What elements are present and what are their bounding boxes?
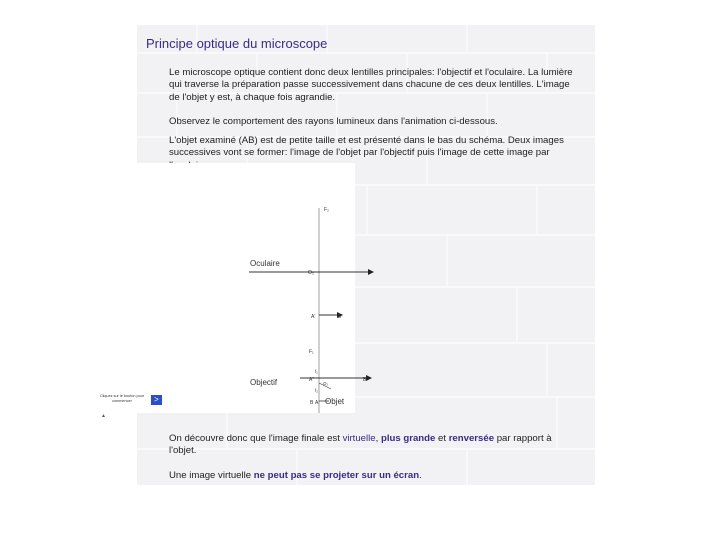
label-objet: Objet — [325, 397, 345, 406]
play-animation-button[interactable]: > — [151, 395, 162, 405]
conclusion-sep-1: , — [375, 433, 381, 444]
label-a-object: A — [315, 400, 319, 406]
optics-diagram — [95, 163, 369, 413]
label-b-object: B — [310, 400, 314, 406]
label-f2-top: F₂ — [324, 207, 329, 213]
term-plus-grande: plus grande — [380, 433, 436, 444]
term-renversee: renversée — [448, 433, 495, 444]
label-a-double: A" — [309, 377, 315, 383]
term-ne-peut-pas: ne peut pas se projeter sur un écran — [253, 470, 420, 481]
observe-paragraph: Observez le comportement des rayons lumineux dans l'animation ci-dessous. — [169, 116, 498, 127]
label-f1-lower: f₁ — [315, 369, 318, 374]
optics-svg — [95, 163, 369, 413]
label-f2-lower: f₂ — [315, 388, 318, 393]
final-paragraph — [169, 470, 579, 482]
conclusion-text-2: par rapport à l'objet. — [169, 433, 552, 457]
page-title: Principe optique du microscope — [146, 36, 328, 51]
conclusion-text-1: On découvre donc que l'image finale est — [169, 433, 343, 444]
conclusion-paragraph — [169, 433, 579, 458]
label-a-prime: A' — [311, 314, 316, 320]
label-o2: O₂ — [308, 270, 314, 276]
intro-paragraph: Le microscope optique contient donc deux lentilles principales: l'objectif et l'oculaire. La lumière qui traverse la préparation passe successivement dans chacune de ces deux lentilles. L'image de l'objet y est, à chaque fois agrandie. — [169, 67, 573, 103]
label-b-prime: B' — [338, 314, 343, 320]
label-o1: O₁ — [323, 381, 329, 386]
label-f1-upper: F₁ — [309, 349, 314, 355]
final-text-1: Une image virtuelle — [169, 470, 254, 481]
conclusion-sep-2: et — [435, 433, 449, 444]
triangle-marker-icon: ▲ — [101, 413, 106, 419]
label-b-double: B" — [363, 377, 369, 383]
final-text-2: . — [419, 470, 422, 481]
start-button-caption: Cliquez sur le bouton pour commencer — [99, 394, 145, 403]
object-paragraph: L'objet examiné (AB) est de petite taille et est présenté dans le bas du schéma. Deux images successives vont se former: l'image de l'objet par l'objectif puis l'image de cette image par — [169, 135, 564, 159]
label-objectif: Objectif — [250, 378, 278, 387]
term-virtuelle: virtuelle — [342, 433, 376, 444]
label-oculaire: Oculaire — [250, 259, 280, 268]
